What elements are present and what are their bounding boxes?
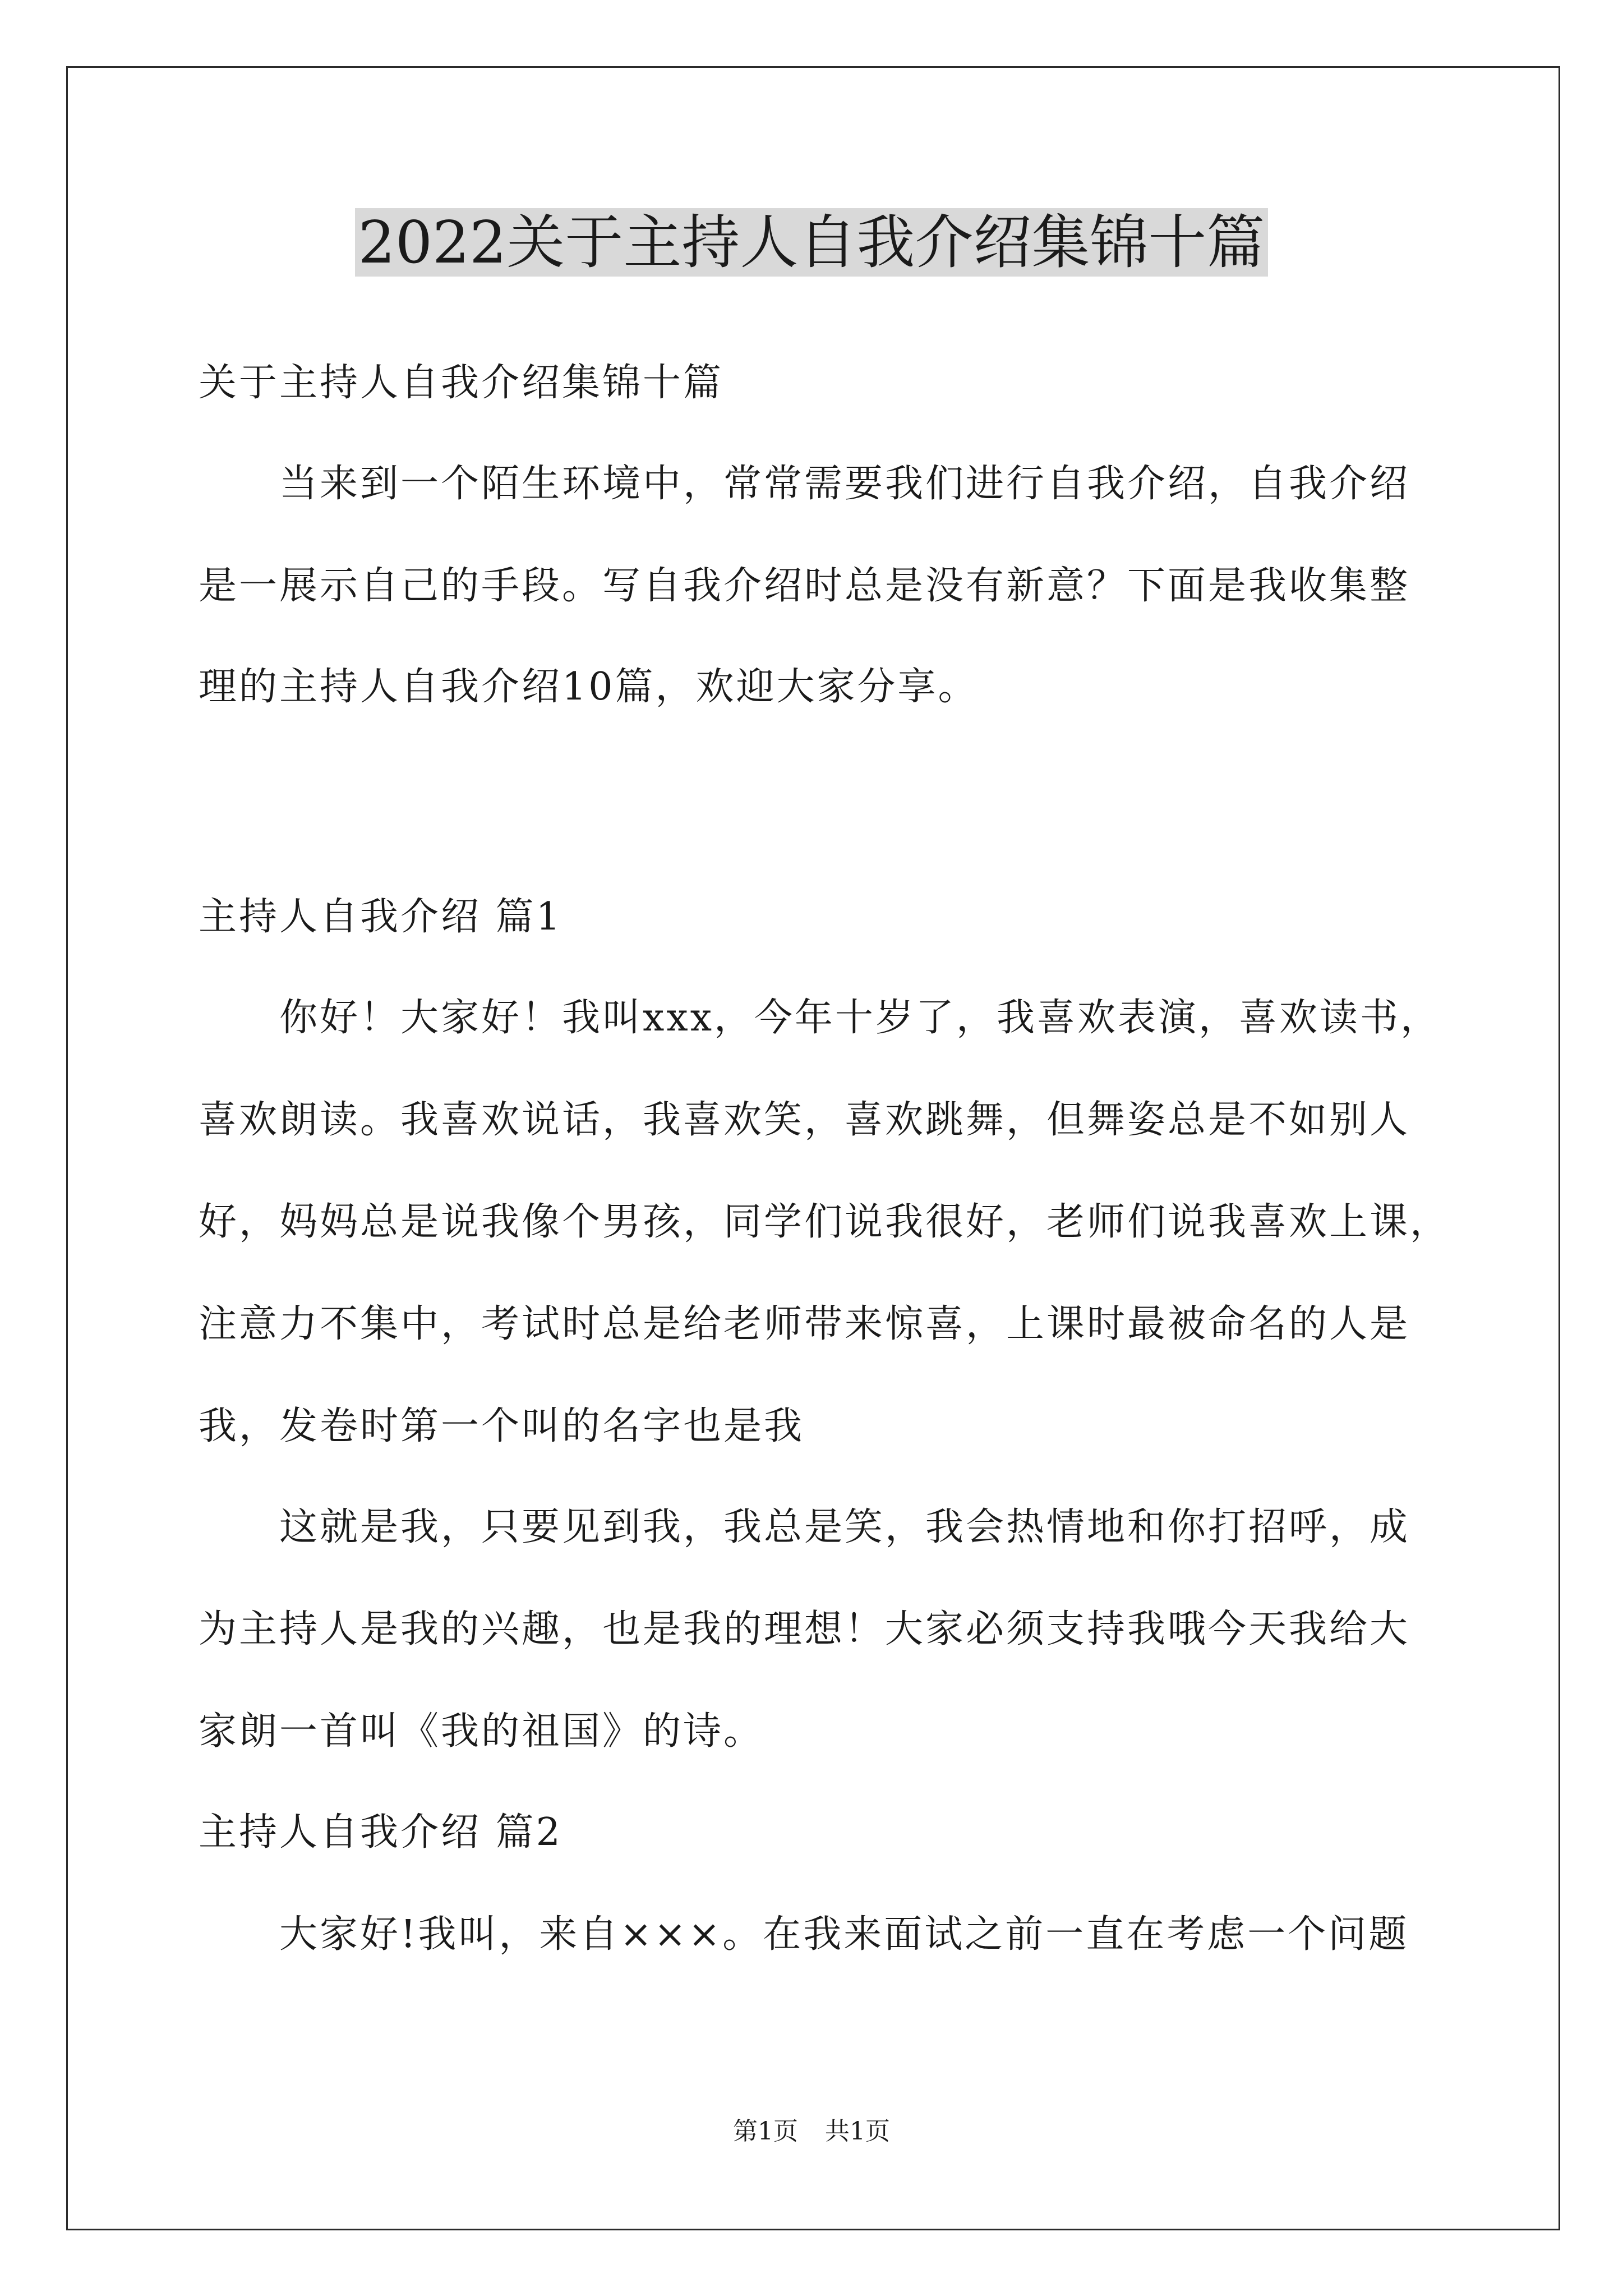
paragraph-line: 这就是我，只要见到我，我总是笑，我会热情地和你打招呼，成 [199,1505,1410,1549]
paragraph-line: 理的主持人自我介绍10篇，欢迎大家分享。 [199,665,979,709]
page-total: 共1页 [825,2117,890,2146]
subtitle-line: 关于主持人自我介绍集锦十篇 [199,361,724,405]
paragraph-line: 喜欢朗读。我喜欢说话，我喜欢笑，喜欢跳舞，但舞姿总是不如别人 [199,1098,1410,1142]
section-heading-2: 主持人自我介绍 篇2 [199,1810,562,1855]
page-number: 第1页 [733,2117,798,2146]
paragraph-line: 是一展示自己的手段。写自我介绍时总是没有新意？下面是我收集整 [199,564,1410,608]
paragraph-line: 为主持人是我的兴趣，也是我的理想！大家必须支持我哦今天我给大 [199,1607,1410,1651]
paragraph-line: 好，妈妈总是说我像个男孩，同学们说我很好，老师们说我喜欢上课， [199,1200,1451,1244]
document-title [0,203,1623,282]
section-heading-1: 主持人自我介绍 篇1 [199,895,562,939]
document-title-text: 2022关于主持人自我介绍集锦十篇 [355,208,1269,277]
paragraph-line: 你好！大家好！我叫xxx，今年十岁了，我喜欢表演，喜欢读书， [199,996,1441,1040]
paragraph-line: 当来到一个陌生环境中，常常需要我们进行自我介绍，自我介绍 [199,462,1410,506]
paragraph-line: 大家好!我叫，来自×××。在我来面试之前一直在考虑一个问题 [199,1912,1409,1957]
paragraph-line: 家朗一首叫《我的祖国》的诗。 [199,1709,764,1754]
page-footer [0,2115,1623,2148]
paragraph-line: 注意力不集中，考试时总是给老师带来惊喜，上课时最被命名的人是 [199,1302,1410,1346]
paragraph-line: 我，发卷时第一个叫的名字也是我 [199,1404,805,1448]
